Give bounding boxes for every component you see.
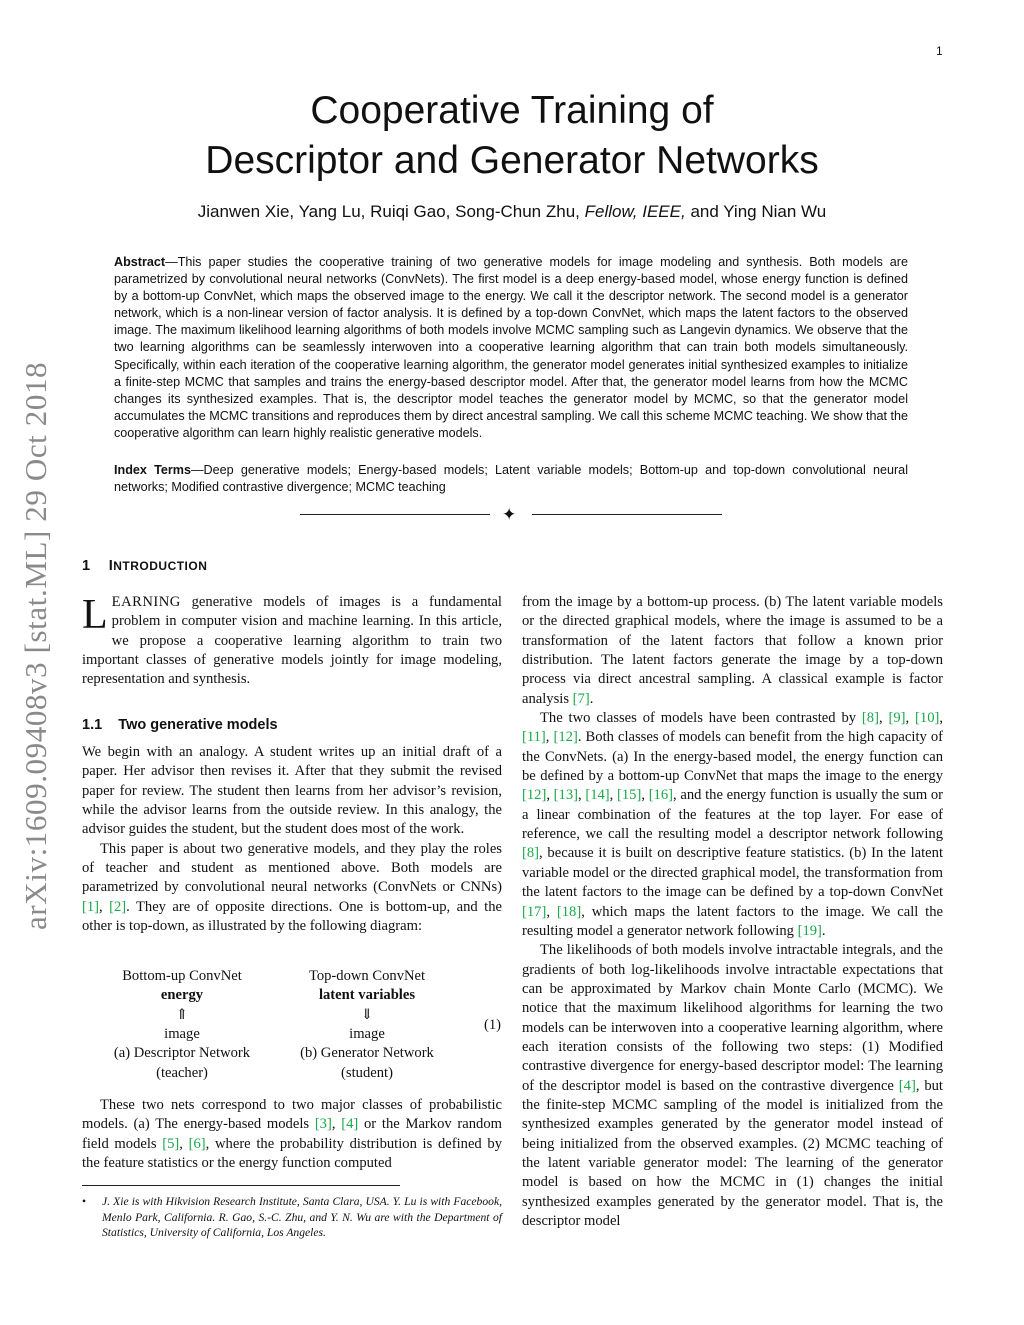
citation-link[interactable]: [17] <box>522 903 547 920</box>
authors-fellow: Fellow, IEEE, <box>584 202 686 221</box>
subsection-body <box>82 743 502 936</box>
paragraph-analogy: We begin with an analogy. A student writes up an initial draft of a paper. Her advisor then revises it. After that they submit the revised paper for review. The student then learns from her advisor’s revision, while the advisor learns from the outside review. In this analogy, the advisor guides the student, but the student does most of the work. <box>82 744 502 838</box>
equation-number: (1) <box>484 1017 502 1033</box>
right-column <box>522 593 943 1231</box>
diagram-role: (teacher) <box>156 1064 208 1081</box>
generator-network-diagram <box>277 967 457 1083</box>
citation-link[interactable]: [13] <box>553 787 578 804</box>
citation-link[interactable]: [12] <box>553 729 578 746</box>
index-terms <box>114 462 908 496</box>
paragraph-contrast: The two classes of models have been contrasted by [8], [9], [10], [11], [12]. Both classes of models can benefit from the high capacity of the ConvNets. (a) In the energy-based model, the energy function can be defined by a bottom-up ConvNet that maps the image to the energy [12], [13], [14], [15], [16], and the energy function is usually the sum or a linear combination of the features at the top layer. For ease of reference, we call the resulting model a descriptor network following [8], because it is built on descriptive feature statistics. (b) In the latent variable model or the directed graphical model, the transformation from the latent factors to the image can be defined by a top-down ConvNet [17], [18], which maps the latent factors to the image. We call the resulting model a generator network following [19]. <box>522 710 944 939</box>
diagram-bottom: image <box>164 1026 200 1043</box>
index-terms-text: —Deep generative models; Energy-based models; Latent variable models; Bottom-up and top-down convolutional neural networks; Modified contrastive divergence; MCMC teaching <box>114 463 908 495</box>
subsection-number: 1.1 <box>82 717 103 733</box>
section-title-rest: NTRODUCTION <box>113 559 208 573</box>
diagram-header: Bottom-up ConvNet <box>122 968 242 984</box>
citation-link[interactable]: [10] <box>915 710 940 727</box>
footnote-bullet: • <box>82 1195 87 1208</box>
citation-link[interactable]: [3] <box>314 1116 332 1133</box>
footnote <box>82 1194 502 1241</box>
arxiv-stamp: arXiv:1609.09408v3 [stat.ML] 29 Oct 2018 <box>18 361 53 930</box>
title-line-1: Cooperative Training of <box>310 89 714 132</box>
citation-link[interactable]: [5] <box>162 1135 180 1152</box>
section-title-first: I <box>108 558 114 574</box>
intro-text: generative models of images is a fundamental problem in computer vision and machine learning. In this article, we propose a cooperative learning algorithm to train two important classes of generative models jointly for image modeling, representation and synthesis. <box>82 594 502 688</box>
citation-link[interactable]: [11] <box>522 729 546 746</box>
citation-link[interactable]: [8] <box>522 845 540 862</box>
citation-link[interactable]: [4] <box>341 1116 359 1133</box>
section-divider <box>300 505 724 525</box>
index-terms-label: Index Terms <box>114 463 191 477</box>
abstract-label: Abstract <box>114 255 166 269</box>
subsection-title: Two generative models <box>118 717 278 733</box>
citation-link[interactable]: [18] <box>556 903 582 920</box>
diagram-top: energy <box>160 987 204 1004</box>
drop-cap: L <box>82 592 108 638</box>
footnote-rule <box>82 1185 400 1186</box>
citation-link[interactable]: [6] <box>188 1135 206 1152</box>
citation-link[interactable]: [16] <box>648 787 674 804</box>
authors-part-a: Jianwen Xie, Yang Lu, Ruiqi Gao, Song-Chun Zhu, <box>197 202 585 221</box>
diagram-top: latent variables <box>318 987 416 1004</box>
citation-link[interactable]: [2] <box>109 898 127 915</box>
citation-link[interactable]: [15] <box>617 787 642 804</box>
title-line-2: Descriptor and Generator Networks <box>205 139 819 182</box>
citation-link[interactable]: [1] <box>82 898 100 915</box>
citation-link[interactable]: [14] <box>585 787 610 804</box>
subsection-heading <box>82 717 278 733</box>
abstract-text: —This paper studies the cooperative training of two generative models for image modeling and synthesis. Both models are parametrized by convolutional neural networks (ConvNets). The first model is a deep energy-based model, whose energy function is defined by a bottom-up ConvNet, which maps the observed image to the energy. We call it the descriptor network. The second model is a generator network, which is a non-linear version of factor analysis. It is defined by a top-down ConvNet, which maps the latent factors to the observed image. The maximum likelihood learning algorithms of both models involve MCMC sampling such as Langevin dynamics. We observe that the two learning algorithms can be seamlessly interwoven into a cooperative learning algorithm that can train both models simultaneously. Specifically, within each iteration of the cooperative learning algorithm, the generator model generates initial synthesized examples to initialize a finite-step MCMC that samples and trains the energy-based descriptor model. After that, the generator model learns from how the MCMC changes its synthesized examples. That is, the descriptor model teaches the generator model by MCMC, so that the generator model accumulates the MCMC transitions and reproduces them by direct ancestral sampling. We call this scheme MCMC teaching. We show that the cooperative algorithm can learn highly realistic generative models. <box>114 255 908 440</box>
author-list <box>0 202 1024 222</box>
intro-smallcaps: EARNING <box>111 594 181 610</box>
paragraph-correspond: These two nets correspond to two major classes of probabilistic models. (a) The energy-based models [3], [4] or the Markov random field models [5], [6], where the probability distribution is defined by the feature statistics or the energy function computed <box>82 1097 503 1172</box>
section-heading-introduction <box>82 558 207 574</box>
section-number: 1 <box>82 558 91 574</box>
diagram-header: Top-down ConvNet <box>308 968 426 984</box>
diagram-bottom: image <box>349 1026 385 1043</box>
diagram-caption: (a) Descriptor Network <box>113 1045 251 1062</box>
page-number: 1 <box>936 44 943 58</box>
divider-rule-left <box>300 514 490 515</box>
diagram-caption: (b) Generator Network <box>300 1045 434 1062</box>
intro-paragraph <box>82 593 502 690</box>
abstract <box>114 254 908 442</box>
paragraph-cooperative: The likelihoods of both models involve intractable integrals, and the gradients of both log-likelihoods involve intractable expectations that can be approximated by Markov chain Monte Carlo (MCMC). We notice that the maximum likelihood algorithms for learning the two models can be interwoven into a cooperative learning algorithm, where each iteration consists of the following two steps: (1) Modified contrastive divergence for energy-based descriptor model: The learning of the descriptor model is based on the contrastive divergence [4], but the finite-step MCMC sampling of the model is initialized from the synthesized examples generated by the generator model instead of being initialized from the observed examples. (2) MCMC teaching of the latent variable generator model: The learning of the generator model is based on how the MCMC in (1) changes the initial synthesized examples generated by the generator model. That is, the descriptor model <box>522 942 943 1229</box>
citation-link[interactable]: [7] <box>572 690 590 707</box>
down-arrow-icon: ⇓ <box>360 1006 374 1023</box>
equation-diagram <box>82 967 502 1087</box>
citation-link[interactable]: [12] <box>522 787 547 804</box>
citation-link[interactable]: [4] <box>898 1077 916 1094</box>
divider-rule-right <box>532 514 722 515</box>
citation-link[interactable]: [9] <box>888 710 906 727</box>
footnote-text: J. Xie is with Hikvision Research Institute, Santa Clara, USA. Y. Lu is with Facebook, Menlo Park, California. R. Gao, S.-C. Zhu, and Y. N. Wu are with the Department of Statistics, University of California, Los Angeles. <box>102 1195 502 1239</box>
citation-link[interactable]: [19] <box>797 922 822 939</box>
paragraph-two-models: This paper is about two generative models, and they play the roles of teacher and student as mentioned above. Both models are parametrized by convolutional neural networks (ConvNets or CNNs) [1], [2]. They are of opposite directions. One is bottom-up, and the other is top-down, as illustrated by the following diagram: <box>82 840 502 935</box>
paper-title <box>0 86 1024 186</box>
authors-part-b: and Ying Nian Wu <box>685 202 827 221</box>
descriptor-network-diagram <box>92 967 272 1083</box>
up-arrow-icon: ⇑ <box>175 1006 189 1023</box>
diagram-role: (student) <box>341 1064 393 1081</box>
paragraph-latent-models: from the image by a bottom-up process. (b) The latent variable models or the directed graphical models, where the image is assumed to be a transformation of the latent factors that follow a known prior distribution. The latent factors generate the image by a top-down process via direct ancestral sampling. A classical example is factor analysis [7]. <box>522 594 943 707</box>
citation-link[interactable]: [8] <box>861 710 879 727</box>
divider-diamond-icon: ✦ <box>502 505 517 524</box>
